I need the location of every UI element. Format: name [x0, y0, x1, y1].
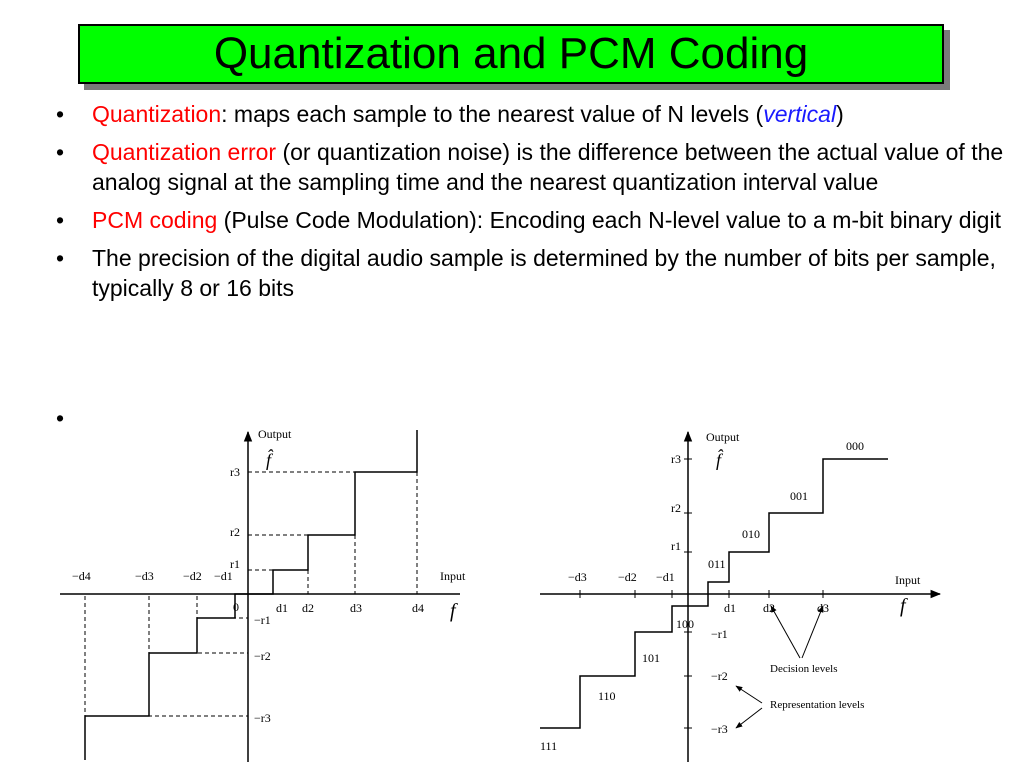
right-neg-d3: −d3 — [568, 570, 587, 584]
code-110: 110 — [598, 689, 616, 703]
right-d1: d1 — [724, 601, 736, 615]
right-r2: r2 — [671, 501, 681, 515]
left-output-label: Output — [258, 427, 292, 441]
right-output-label: Output — [706, 430, 740, 444]
representation-levels-label: Representation levels — [770, 699, 865, 711]
code-101: 101 — [642, 651, 660, 665]
left-d1: d1 — [276, 601, 288, 615]
left-neg-d1: −d1 — [214, 569, 233, 583]
right-r3: r3 — [671, 452, 681, 466]
left-f-label: f — [450, 600, 456, 622]
left-d3: d3 — [350, 601, 362, 615]
right-d3: d3 — [817, 601, 829, 615]
left-d2: d2 — [302, 601, 314, 615]
left-zero-label: 0 — [233, 600, 239, 614]
right-fhat-label: f̂ — [716, 450, 722, 470]
bullet-dot: • — [56, 139, 65, 165]
bullet-text: (or quantization noise) is the difference between the actual value of the analog signal at the sampling time and the nearest quantization interval value — [92, 139, 1004, 195]
left-r2: r2 — [230, 525, 240, 539]
right-neg-d2: −d2 — [618, 570, 637, 584]
right-neg-d1: −d1 — [656, 570, 675, 584]
left-fhat-label: f̂ — [266, 450, 272, 470]
left-neg-d4: −d4 — [72, 569, 91, 583]
left-input-label: Input — [440, 569, 466, 583]
bullet-term: Quantization error — [92, 139, 277, 165]
left-neg-d2: −d2 — [183, 569, 202, 583]
right-quantizer-graph — [540, 430, 940, 762]
code-100: 100 — [676, 617, 694, 631]
left-d4: d4 — [412, 601, 424, 615]
right-d2: d2 — [763, 601, 775, 615]
bullet-text: : maps each sample to the nearest value of N levels ( — [221, 101, 764, 127]
code-011: 011 — [708, 557, 726, 571]
bullet-dot: • — [56, 207, 65, 233]
empty-bullet-dot: • — [56, 405, 65, 431]
right-neg-r3: −r3 — [711, 722, 728, 736]
bullet-text-end: ) — [836, 101, 844, 127]
left-neg-d3: −d3 — [135, 569, 154, 583]
bullet-emphasis: vertical — [763, 101, 837, 127]
left-quantizer-graph — [60, 427, 466, 762]
right-input-label: Input — [895, 573, 921, 587]
left-neg-r1: −r1 — [254, 613, 271, 627]
right-r1: r1 — [671, 539, 681, 553]
code-000: 000 — [846, 439, 864, 453]
bullet-term: Quantization — [92, 101, 222, 127]
left-r3: r3 — [230, 465, 240, 479]
slide-title: Quantization and PCM Coding — [213, 29, 809, 78]
bullet-dot: • — [56, 101, 65, 127]
left-neg-r2: −r2 — [254, 649, 271, 663]
left-r1: r1 — [230, 557, 240, 571]
code-010: 010 — [742, 527, 760, 541]
right-neg-r1: −r1 — [711, 627, 728, 641]
code-111: 111 — [540, 739, 558, 753]
bullet-text: (Pulse Code Modulation): Encoding each N-level value to a m-bit binary digit — [217, 207, 1001, 233]
bullet-term: PCM coding — [92, 207, 218, 233]
bullet-dot: • — [56, 245, 65, 271]
code-001: 001 — [790, 489, 808, 503]
right-neg-r2: −r2 — [711, 669, 728, 683]
bullet-text: The precision of the digital audio sample is determined by the number of bits per sample, typically 8 or 16 bits — [92, 245, 996, 301]
left-neg-r3: −r3 — [254, 711, 271, 725]
left-staircase — [85, 430, 417, 760]
decision-levels-label: Decision levels — [770, 663, 838, 675]
right-f-label: f — [900, 595, 906, 617]
